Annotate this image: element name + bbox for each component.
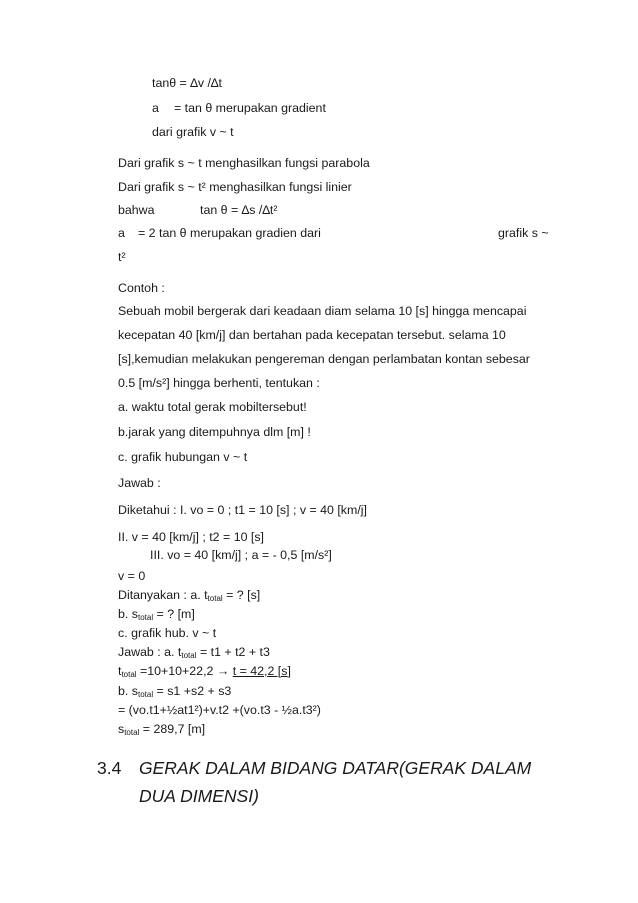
asked-b: b. $s_{total}$ = ? [m] bbox=[118, 607, 195, 622]
asked-a: Ditanyakan : a. $t_{total}$ = ? [s] bbox=[118, 588, 261, 603]
example-paragraph-line: [s],kemudian melakukan pengereman dengan perlambatan kontan sebesar bbox=[118, 352, 530, 366]
example-paragraph-line: Sebuah mobil bergerak dari keadaan diam selama 10 [s] hingga mencapai bbox=[118, 304, 527, 318]
formula-tan: tanθ = ∆v /∆t bbox=[152, 76, 222, 90]
known-line-1: Diketahui : I. vo = 0 ; t1 = 10 [s] ; v = 40 [km/j] bbox=[118, 503, 367, 517]
note-a-text: = 2 tan θ merupakan gradien dari bbox=[138, 226, 321, 240]
asked-c: c. grafik hub. v ~ t bbox=[118, 626, 217, 640]
formula-a-label: a bbox=[152, 101, 159, 115]
answer-title: Jawab : bbox=[118, 476, 161, 490]
example-title: Contoh : bbox=[118, 281, 165, 295]
note-tan-formula: tan θ = ∆s /∆t² bbox=[200, 203, 278, 217]
solution-a: Jawab : a. $t_{total} = t1 + t2 + t3$ bbox=[118, 645, 270, 660]
section-number: 3.4 bbox=[97, 758, 122, 778]
note-t-squared: t² bbox=[118, 250, 126, 264]
formula-a-text: = tan θ merupakan gradient bbox=[174, 101, 326, 115]
note-bahwa: bahwa bbox=[118, 203, 155, 217]
solution-b: b. $s_{total} = s1 +s2 + s3$ bbox=[118, 684, 232, 699]
solution-t-total: $t_{total} =10+10+22,2 \to t = 42,2$ [s] bbox=[118, 664, 291, 679]
question-b: b.jarak yang ditempuhnya dlm [m] ! bbox=[118, 425, 311, 439]
question-c: c. grafik hubungan v ~ t bbox=[118, 450, 248, 464]
t-total-result: t = 42,2 [s] bbox=[232, 664, 291, 678]
solution-b-expression: = (vo.t1+½at1²)+v.t2 +(vo.t3 - ½a.t3²) bbox=[118, 703, 321, 717]
question-a: a. waktu total gerak mobiltersebut! bbox=[118, 400, 307, 414]
example-paragraph-line: 0.5 [m/s²] hingga berhenti, tentukan : bbox=[118, 376, 320, 390]
note-a-label: a bbox=[118, 226, 125, 240]
note-parabola: Dari grafik s ~ t menghasilkan fungsi parabola bbox=[118, 156, 370, 170]
section-title-line-2: DUA DIMENSI) bbox=[139, 786, 259, 806]
solution-s-total: $s_{total} = 289,7$ [m] bbox=[118, 722, 206, 737]
formula-graph-ref: dari grafik v ~ t bbox=[152, 125, 234, 139]
note-linear: Dari grafik s ~ t² menghasilkan fungsi linier bbox=[118, 180, 352, 194]
example-paragraph-line: kecepatan 40 [km/j] dan bertahan pada kecepatan tersebut. selama 10 bbox=[118, 328, 506, 342]
known-line-2: II. v = 40 [km/j] ; t2 = 10 [s] bbox=[118, 530, 264, 544]
section-title-line-1: GERAK DALAM BIDANG DATAR(GERAK DALAM bbox=[139, 758, 532, 778]
note-a-graph: grafik s ~ bbox=[498, 226, 549, 240]
known-line-3: III. vo = 40 [km/j] ; a = - 0,5 [m/s²] bbox=[150, 548, 332, 562]
final-velocity: v = 0 bbox=[118, 569, 146, 583]
